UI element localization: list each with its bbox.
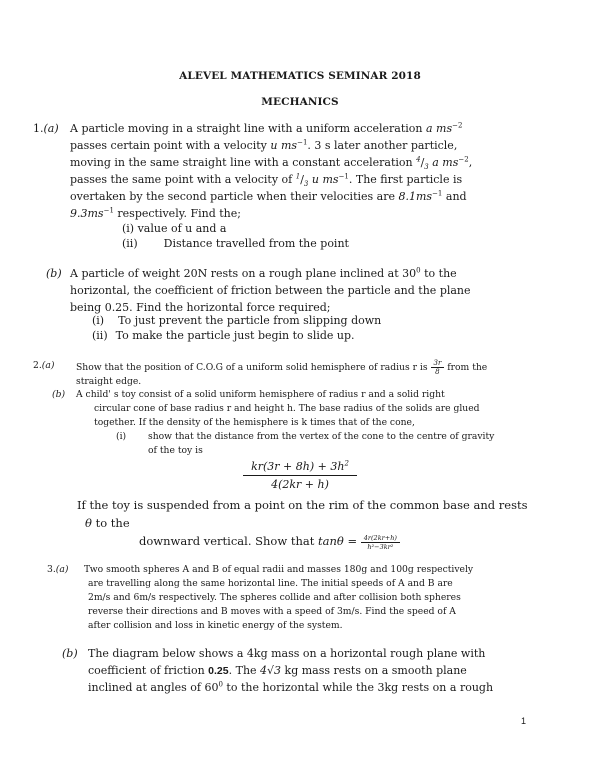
q2b-sub1-line1: show that the distance from the vertex of the cone to the centre of gravity <box>148 431 495 442</box>
q2b-line1: A child' s toy consist of a solid uniform hemisphere of radius r and a solid right <box>76 389 445 400</box>
q3a-line1: Two smooth spheres A and B of equal radii and masses 180g and 100g respectively <box>84 564 474 575</box>
q3a-line4: reverse their directions and B moves with a speed of 3m/s. Find the speed of A <box>88 606 456 617</box>
q1a-line3: moving in the same straight line with a constant acceleration $^4/_3$ a $ms^{-2}$, <box>70 155 473 172</box>
q2-tan-fraction: $\frac{4r(2kr+h)}{\text{h²−3kr²}}$ <box>361 534 400 551</box>
q1-number: 1.(a) <box>33 122 59 135</box>
q3b-line3: inclined at angles of $60^0$ to the horizontal while the 3kg rests on a rough <box>88 680 494 694</box>
q2b-label: (b) <box>52 389 66 400</box>
q1a-sub1: (i) value of u and a <box>122 222 227 235</box>
document-title: ALEVEL MATHEMATICS SEMINAR 2018 <box>179 70 421 82</box>
q2-big-line2: θ to the <box>85 516 130 530</box>
q1b-sub1: (i) To just prevent the particle from slipping down <box>92 314 382 327</box>
q2a-line1: Show that the position of C.O.G of a uniform solid hemisphere of radius r is $\frac{3r}{8}$ from the <box>76 359 488 376</box>
q2b-line2: circular cone of base radius r and height h. The base radius of the solids are glued <box>94 403 480 414</box>
q1b-label: (b) <box>46 267 62 280</box>
q2-formula: $\frac{kr(3r + 8h) + 3h^2}{4(2kr + h)}$ <box>0 458 600 493</box>
q3b-label: (b) <box>62 647 78 660</box>
q2b-sub1-line2: of the toy is <box>148 445 203 456</box>
q3b-line1: The diagram below shows a 4kg mass on a horizontal rough plane with <box>88 647 486 660</box>
q3a-line3: 2m/s and 6m/s respectively. The spheres collide and after collision both spheres <box>88 592 461 603</box>
q2b-sub1-label: (i) <box>116 431 127 442</box>
q1a-line1: A particle moving in a straight line with a uniform acceleration a $ms^{-2}$ <box>70 121 463 135</box>
q1b-line3: being 0.25. Find the horizontal force required; <box>70 301 331 314</box>
q2b-line3: together. If the density of the hemisphere is k times that of the cone, <box>94 417 415 428</box>
q2-number: 2.(a) <box>33 360 55 371</box>
q3b-line2: coefficient of friction 0.25. The 4√3 kg mass rests on a smooth plane <box>88 664 467 677</box>
q1a-line6: $9.3ms^{-1}$ respectively. Find the; <box>70 206 241 220</box>
q2a-fraction: $\frac{3r}{8}$ <box>431 359 445 376</box>
page-number: 1 <box>521 716 527 726</box>
document-subtitle: MECHANICS <box>261 96 339 108</box>
q3a-line5: after collision and loss in kinetic energy of the system. <box>88 620 343 631</box>
q1a-line2: passes certain point with a velocity u $ms^{-1}$. 3 s later another particle, <box>70 138 458 152</box>
q3a-line2: are travelling along the same horizontal line. The initial speeds of A and B are <box>88 578 453 589</box>
q1a-sub2: (ii) Distance travelled from the point <box>122 237 349 250</box>
q1b-line1: A particle of weight 20N rests on a rough plane inclined at $30^0$ to the <box>70 266 457 280</box>
q2-big-line1: If the toy is suspended from a point on the rim of the common base and rests <box>77 498 528 512</box>
q3-number: 3.(a) <box>47 564 69 575</box>
q1b-sub2: (ii) To make the particle just begin to slide up. <box>92 329 355 342</box>
q1b-line2: horizontal, the coefficient of friction between the particle and the plane <box>70 284 471 297</box>
q1a-line5: overtaken by the second particle when their velocities are $8.1ms^{-1}$ and <box>70 189 467 203</box>
q2-big-line3: downward vertical. Show that tanθ = $\frac{4r(2kr+h)}{\text{h²−3kr²}}$ <box>139 533 400 551</box>
q1a-line4: passes the same point with a velocity of $^1/_3$ u $ms^{-1}$. The first particle is <box>70 172 463 189</box>
q2a-line2: straight edge. <box>76 376 142 387</box>
